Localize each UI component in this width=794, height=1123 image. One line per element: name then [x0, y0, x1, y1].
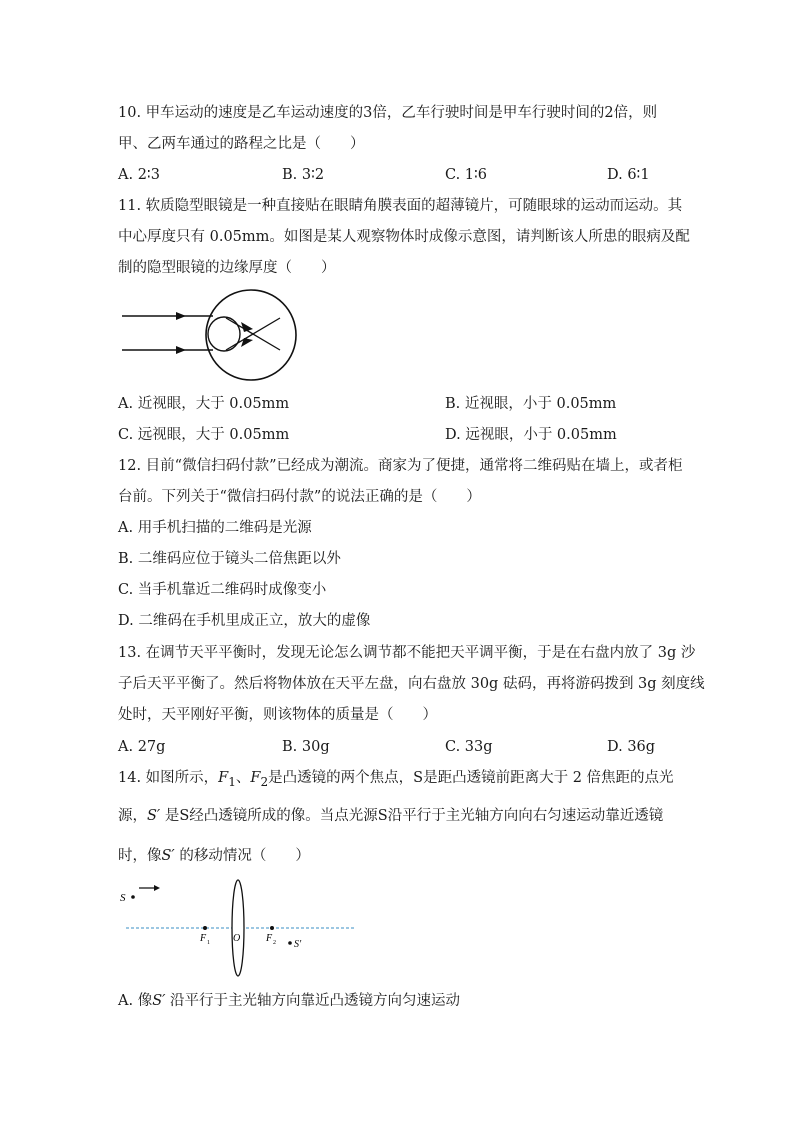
q10-option-a[interactable]: A. 2∶3 [118, 167, 160, 183]
q12-option-c[interactable]: C. 当手机靠近二维码时成像变小 [118, 582, 327, 598]
q12-option-a[interactable]: A. 用手机扫描的二维码是光源 [118, 520, 312, 536]
q10-stem-line2: 甲、乙两车通过的路程之比是（ ） [118, 136, 365, 152]
q14-stem-line2 [118, 806, 663, 826]
q14-stem-line1 [118, 768, 674, 792]
q13-option-c[interactable]: C. 33g [445, 739, 493, 755]
q10-option-c[interactable]: C. 1∶6 [445, 167, 488, 183]
q11-option-c[interactable]: C. 远视眼，大于 0.05mm [118, 427, 290, 443]
q14-line3-prefix: 时，像 [118, 848, 162, 864]
q14-stem-line3 [118, 846, 310, 866]
q14-line2-prefix: 源， [118, 808, 147, 824]
focal-point-f2 [270, 926, 274, 930]
image-s-prime-symbol: S′ [152, 993, 166, 1009]
q12-stem-line2: 台前。下列关于“微信扫码付款”的说法正确的是（ ） [118, 489, 481, 505]
convex-lens-diagram [116, 876, 361, 980]
q13-stem-line3: 处时，天平刚好平衡，则该物体的质量是（ ） [118, 707, 437, 723]
point-source-s [131, 895, 135, 899]
ray-arrow-bottom [176, 346, 186, 354]
image-point-s-prime [288, 941, 292, 945]
label-f2-subscript: 2 [273, 940, 276, 946]
q12-option-b[interactable]: B. 二维码应位于镜头二倍焦距以外 [118, 551, 341, 567]
q12-stem-line1: 12. 目前“微信扫码付款”已经成为潮流。商家为了便捷，通常将二维码贴在墙上，或者柜 [118, 458, 683, 474]
image-s-prime-symbol: S′ [161, 848, 175, 864]
focal-f2-subscript: 2 [260, 774, 269, 789]
q13-option-d[interactable]: D. 36g [607, 739, 656, 755]
label-s: S [120, 892, 126, 904]
q11-stem-line1: 11. 软质隐型眼镜是一种直接贴在眼睛角膜表面的超薄镜片，可随眼球的运动而运动。其 [118, 198, 683, 214]
motion-arrow-head [154, 885, 160, 891]
focal-f2-symbol: F [250, 770, 261, 786]
q14-line3-suffix: 的移动情况（ ） [174, 848, 310, 864]
image-s-prime-symbol: S′ [147, 808, 161, 824]
q11-option-d[interactable]: D. 远视眼，小于 0.05mm [445, 427, 617, 443]
q10-option-b[interactable]: B. 3∶2 [282, 167, 325, 183]
q13-stem-line1: 13. 在调节天平平衡时，发现无论怎么调节都不能把天平调平衡，于是在右盘内放了 3g 沙 [118, 645, 696, 661]
q14-separator: 、 [235, 770, 251, 786]
q11-option-b[interactable]: B. 近视眼，小于 0.05mm [445, 396, 617, 412]
q11-option-a[interactable]: A. 近视眼，大于 0.05mm [118, 396, 290, 412]
eye-diagram [118, 286, 318, 386]
q14-line1-suffix: 是凸透镜的两个焦点，S是距凸透镜前距离大于 2 倍焦距的点光 [268, 770, 674, 786]
label-s-prime: S′ [294, 939, 302, 950]
ray-arrow-top [176, 312, 186, 320]
q13-stem-line2: 子后天平平衡了。然后将物体放在天平左盘，向右盘放 30g 砝码，再将游码拨到 3g 刻度线 [118, 676, 705, 692]
q14-option-a-suffix: 沿平行于主光轴方向靠近凸透镜方向匀速运动 [165, 993, 461, 1009]
label-f1: F [200, 933, 207, 944]
q14-option-a[interactable] [118, 991, 460, 1011]
q13-option-a[interactable]: A. 27g [118, 739, 166, 755]
q10-option-d[interactable]: D. 6∶1 [607, 167, 650, 183]
focal-f1-subscript: 1 [228, 774, 236, 789]
label-f2: F [266, 933, 273, 944]
focal-f1-symbol: F [218, 770, 229, 786]
q13-option-b[interactable]: B. 30g [282, 739, 330, 755]
refracted-arrow-top [241, 322, 253, 332]
eye-lens [208, 317, 240, 351]
q14-option-a-prefix: A. 像 [118, 993, 153, 1009]
label-o: O [233, 933, 241, 944]
q14-line2-suffix: 是S经凸透镜所成的像。当点光源S沿平行于主光轴方向向右匀速运动靠近透镜 [160, 808, 664, 824]
q10-stem-line1: 10. 甲车运动的速度是乙车运动速度的3倍，乙车行驶时间是甲车行驶时间的2倍，则 [118, 105, 658, 121]
q11-stem-line3: 制的隐型眼镜的边缘厚度（ ） [118, 260, 336, 276]
q11-stem-line2: 中心厚度只有 0.05mm。如图是某人观察物体时成像示意图，请判断该人所患的眼病及配 [118, 229, 690, 245]
focal-point-f1 [203, 926, 207, 930]
q14-line1-prefix: 14. 如图所示， [118, 770, 219, 786]
label-f1-subscript: 1 [207, 940, 210, 946]
q12-option-d[interactable]: D. 二维码在手机里成正立，放大的虚像 [118, 613, 371, 629]
convex-lens [232, 880, 244, 976]
